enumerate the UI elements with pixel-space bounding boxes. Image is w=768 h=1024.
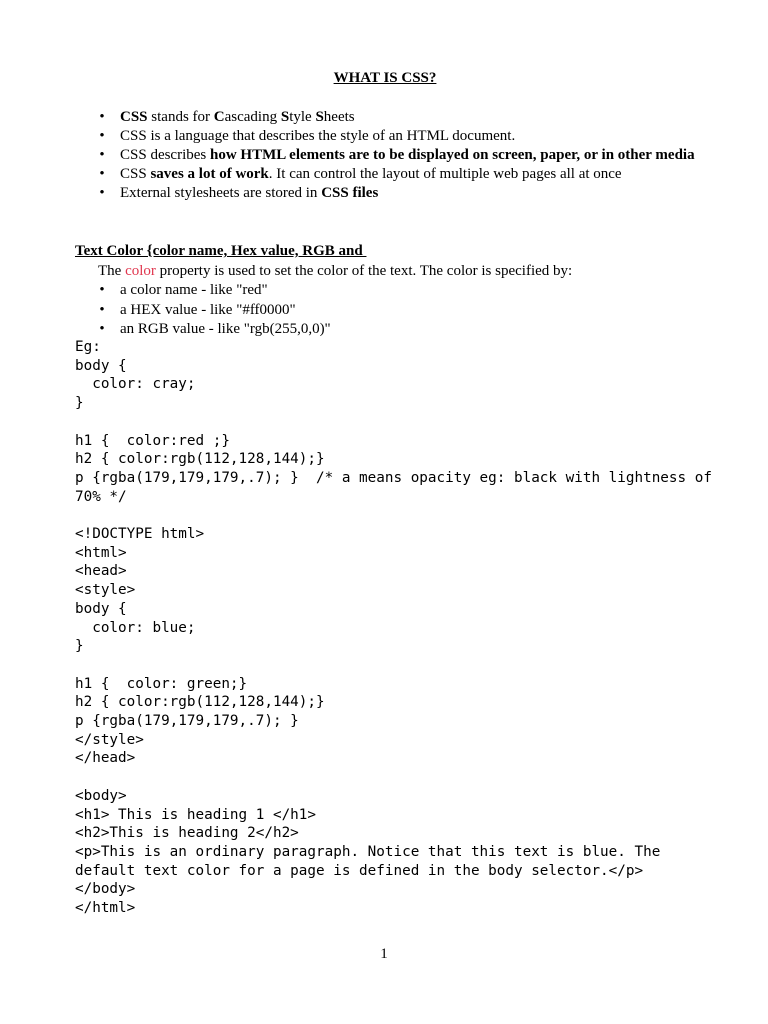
code-example (75, 338, 721, 918)
bold-text: CSS (120, 109, 148, 125)
bold-text: CSS files (321, 185, 379, 201)
bold-text: saves a lot of work (150, 166, 269, 182)
bullet-icon: • (99, 166, 105, 182)
code-line: <h2>This is heading 2</h2> (75, 825, 299, 842)
code-line: </body> (75, 881, 136, 898)
code-line: </style> (75, 731, 144, 748)
text-run: CSS is a language that describes the style of an HTML document. (120, 128, 516, 144)
bold-text: S (315, 109, 324, 125)
bullet-icon: • (99, 321, 105, 337)
page-title: WHAT IS CSS? (333, 70, 437, 86)
color-spec-text: a color name - like "red" (120, 282, 268, 298)
code-line: } (75, 395, 84, 412)
intro-bullet-item (75, 165, 695, 184)
color-keyword: color (125, 263, 156, 279)
bullet-icon: • (99, 185, 105, 201)
color-para-suffix: property is used to set the color of the text. The color is specified by: (155, 263, 573, 279)
intro-bullet-item (75, 146, 695, 165)
page-number: 1 (380, 946, 388, 962)
code-line: <h1> This is heading 1 </h1> (75, 806, 317, 823)
code-line: color: cray; (75, 376, 196, 393)
text-run: heets (323, 109, 355, 125)
bullet-icon: • (99, 128, 105, 144)
intro-bullet-list (75, 108, 695, 203)
code-line: color: blue; (75, 619, 196, 636)
code-line: <body> (75, 787, 127, 804)
color-spec-item (75, 320, 695, 340)
code-line: </html> (75, 900, 136, 917)
bold-text: C (213, 109, 225, 125)
code-line: </head> (75, 750, 136, 767)
code-line: h2 { color:rgb(112,128,144);} (75, 451, 325, 468)
code-line: Eg: (75, 339, 101, 355)
color-para-prefix: The (98, 263, 126, 279)
code-line: p {rgba(179,179,179,.7); } /* a means opacity eg: black with lightness of 70% */ (75, 469, 721, 505)
intro-bullet-item (75, 184, 695, 203)
code-line: } (75, 638, 84, 655)
text-run: stands for (147, 109, 214, 125)
bold-text: S (280, 109, 290, 125)
code-line: <html> (75, 544, 127, 561)
code-line: body { (75, 357, 127, 374)
color-spec-text: a HEX value - like "#ff0000" (120, 301, 296, 318)
color-spec-item (75, 281, 695, 301)
bullet-icon: • (99, 301, 105, 318)
code-line: <head> (75, 563, 127, 580)
text-run: CSS (120, 166, 151, 182)
text-run: CSS describes (120, 147, 210, 163)
text-run: . It can control the layout of multiple web pages all at once (268, 166, 622, 182)
intro-bullet-item (75, 108, 695, 127)
code-line: <p>This is an ordinary paragraph. Notice that this text is blue. The default text color for a page is defined in the body selector.</p> (75, 843, 669, 879)
bullet-icon: • (99, 109, 105, 125)
color-spec-item (75, 301, 695, 321)
bullet-icon: • (99, 147, 105, 163)
text-run: External stylesheets are stored in (120, 185, 322, 201)
color-spec-text: an RGB value - like "rgb(255,0,0)" (120, 321, 331, 337)
code-line: h1 { color:red ;} (75, 432, 230, 449)
color-spec-list (75, 281, 695, 340)
section-heading: Text Color {color name, Hex value, RGB and (75, 243, 367, 259)
code-line: <!DOCTYPE html> (75, 526, 205, 543)
text-run: tyle (289, 109, 316, 125)
code-line: h2 { color:rgb(112,128,144);} (75, 694, 325, 711)
code-line: h1 { color: green;} (75, 675, 248, 692)
intro-bullet-item (75, 127, 695, 146)
bold-text: how HTML elements are to be displayed on screen, paper, or in other media (210, 147, 695, 163)
code-line: body { (75, 600, 127, 617)
color-property-paragraph (98, 262, 572, 281)
code-line: p {rgba(179,179,179,.7); } (75, 713, 299, 730)
bullet-icon: • (99, 282, 105, 298)
code-line: <style> (75, 582, 136, 599)
text-run: ascading (224, 109, 281, 125)
